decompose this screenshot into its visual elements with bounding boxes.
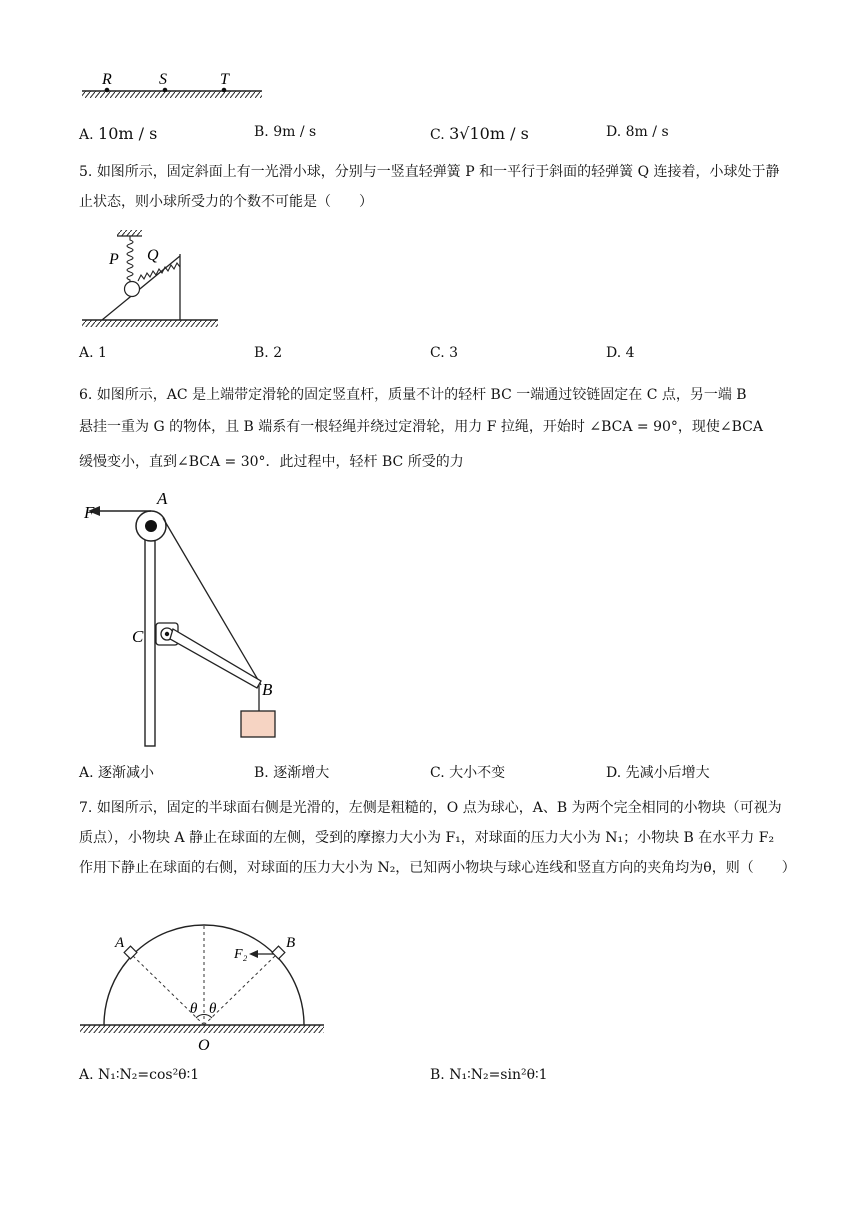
- q7-option-a[interactable]: A. N₁∶N₂=cos²θ∶1: [79, 1067, 200, 1083]
- ball: [125, 282, 140, 297]
- question-6-line-3: 缓慢变小，直到∠BCA = 30°．此过程中，轻杆 BC 所受的力: [79, 454, 464, 470]
- q4-option-d[interactable]: D. 8m / s: [606, 124, 669, 140]
- q5-option-c[interactable]: C. 3: [430, 345, 459, 361]
- label-a: A: [115, 935, 125, 951]
- q7-option-b[interactable]: B. N₁∶N₂=sin²θ∶1: [430, 1067, 548, 1083]
- label-c: C: [132, 627, 144, 646]
- question-5-text: 5. 如图所示，固定斜面上有一光滑小球，分别与一竖直轻弹簧 P 和一平行于斜面的轻弹簧 Q 连接着，小球处于静止状态，则小球所受力的个数不可能是（ ）: [79, 164, 780, 210]
- label-t: T: [220, 71, 229, 88]
- rod-bc: [170, 629, 261, 688]
- label-b: B: [262, 680, 273, 699]
- question-6-line-2: 悬挂一重为 G 的物体，且 B 端系有一根轻绳并绕过定滑轮，用力 F 拉绳，开始时 ∠BCA = 90°，现使∠BCA: [79, 419, 763, 435]
- q4-option-b[interactable]: B. 9m / s: [254, 124, 317, 140]
- block-a: [124, 946, 137, 959]
- point-t: [222, 88, 227, 93]
- q5-option-a[interactable]: A. 1: [79, 345, 107, 361]
- label-b: B: [286, 935, 296, 951]
- label-s: S: [159, 71, 167, 88]
- label-theta-right: θ: [209, 1001, 217, 1017]
- label-f2: F₂: [234, 947, 248, 962]
- spring-q: [138, 263, 180, 281]
- q5-figure: [80, 226, 225, 330]
- question-7-text: 7. 如图所示，固定的半球面右侧是光滑的，左侧是粗糙的，O 点为球心，A、B 为两个完全相同的小物块（可视为质点），小物块 A 静止在球面的左侧，受到的摩擦力大小为 F₁，对球面的压力大小为 N₁；小物块 B 在水平力 F₂ 作用下静止在球面的右侧，对球面的压力大小为 N₂，已知两小物块与球心连线和竖直方向的夹角均为θ，则（ ）: [79, 800, 796, 876]
- label-f: F: [84, 503, 95, 522]
- q6-figure: [80, 486, 290, 752]
- q5-option-d[interactable]: D. 4: [606, 345, 635, 361]
- q6-option-c[interactable]: C. 大小不变: [430, 765, 506, 781]
- spring-p: [127, 236, 133, 283]
- q4-option-a[interactable]: A. 10m / s: [79, 124, 158, 143]
- q6-option-a[interactable]: A. 逐渐减小: [79, 765, 155, 781]
- label-theta-left: θ: [190, 1001, 198, 1017]
- label-a: A: [157, 489, 168, 508]
- q4-option-c[interactable]: C. 3√10m / s: [430, 124, 529, 143]
- point-s: [163, 88, 168, 93]
- point-r: [105, 88, 110, 93]
- q6-option-b[interactable]: B. 逐渐增大: [254, 765, 330, 781]
- label-r: R: [102, 71, 112, 88]
- question-6-line-1: 6. 如图所示，AC 是上端带定滑轮的固定竖直杆，质量不计的轻杆 BC 一端通过铰链固定在 C 点，另一端 B: [79, 387, 747, 403]
- q5-option-b[interactable]: B. 2: [254, 345, 283, 361]
- weight-block: [241, 711, 275, 737]
- label-p: P: [109, 251, 119, 268]
- q7-figure: [78, 920, 328, 1055]
- label-o: O: [198, 1037, 210, 1054]
- q6-option-d[interactable]: D. 先减小后增大: [606, 765, 710, 781]
- label-q: Q: [147, 247, 159, 264]
- q4-figure: [80, 68, 270, 104]
